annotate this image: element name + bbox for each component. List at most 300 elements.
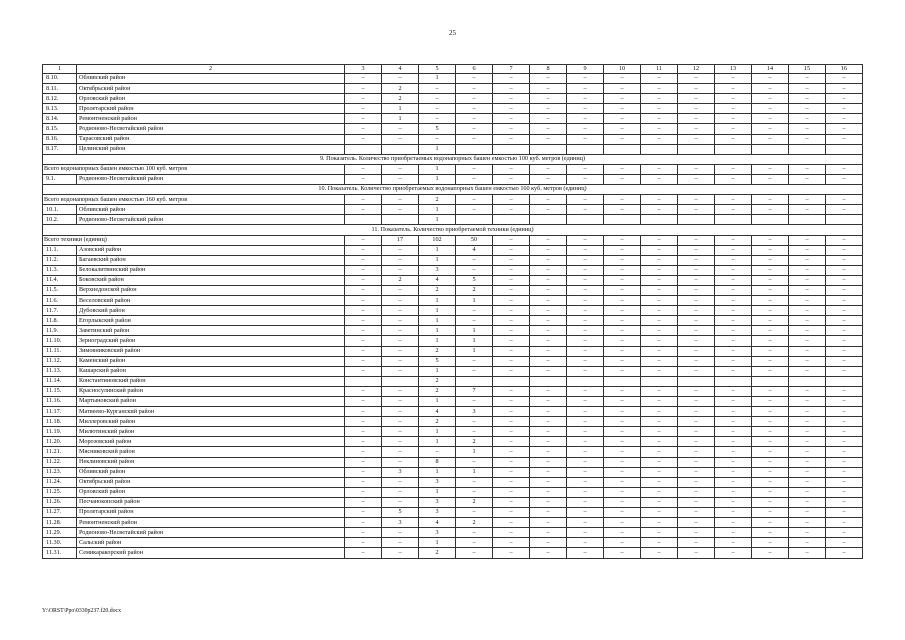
- value-cell: [493, 215, 530, 225]
- value-cell: –: [493, 467, 530, 477]
- value-cell: –: [789, 205, 826, 215]
- value-cell: –: [493, 255, 530, 265]
- value-cell: –: [678, 346, 715, 356]
- value-cell: –: [826, 427, 863, 437]
- value-cell: –: [715, 114, 752, 124]
- value-cell: –: [345, 316, 382, 326]
- value-cell: –: [789, 336, 826, 346]
- value-cell: –: [567, 245, 604, 255]
- value-cell: –: [345, 235, 382, 245]
- value-cell: –: [752, 84, 789, 94]
- value-cell: 1: [456, 336, 493, 346]
- value-cell: [345, 215, 382, 225]
- table-row: [43, 124, 863, 134]
- value-cell: –: [826, 386, 863, 396]
- value-cell: –: [678, 164, 715, 174]
- table-row: [43, 518, 863, 528]
- value-cell: –: [715, 316, 752, 326]
- value-cell: –: [419, 84, 456, 94]
- row-number: 11.8.: [43, 316, 77, 326]
- value-cell: –: [678, 518, 715, 528]
- value-cell: 17: [382, 235, 419, 245]
- value-cell: –: [345, 195, 382, 205]
- value-cell: –: [382, 417, 419, 427]
- value-cell: –: [826, 316, 863, 326]
- value-cell: –: [493, 437, 530, 447]
- value-cell: –: [678, 467, 715, 477]
- row-number: 11.11.: [43, 346, 77, 356]
- value-cell: –: [567, 94, 604, 104]
- row-number: 11.26.: [43, 497, 77, 507]
- value-cell: –: [789, 397, 826, 407]
- row-number: 11.18.: [43, 417, 77, 427]
- value-cell: –: [641, 296, 678, 306]
- value-cell: –: [715, 235, 752, 245]
- row-number: 11.17.: [43, 407, 77, 417]
- value-cell: –: [789, 255, 826, 265]
- value-cell: –: [715, 134, 752, 144]
- column-number: 16: [826, 65, 863, 74]
- value-cell: –: [678, 104, 715, 114]
- value-cell: [678, 144, 715, 154]
- value-cell: –: [567, 296, 604, 306]
- value-cell: –: [567, 477, 604, 487]
- value-cell: –: [678, 356, 715, 366]
- value-cell: –: [530, 487, 567, 497]
- district-name: Целинский район: [77, 144, 345, 154]
- value-cell: –: [789, 457, 826, 467]
- value-cell: –: [493, 397, 530, 407]
- value-cell: –: [493, 487, 530, 497]
- value-cell: –: [604, 407, 641, 417]
- value-cell: –: [567, 134, 604, 144]
- value-cell: –: [493, 508, 530, 518]
- value-cell: –: [345, 397, 382, 407]
- value-cell: –: [604, 366, 641, 376]
- value-cell: –: [826, 487, 863, 497]
- value-cell: 3: [419, 497, 456, 507]
- value-cell: 1: [419, 427, 456, 437]
- value-cell: –: [530, 316, 567, 326]
- value-cell: –: [456, 477, 493, 487]
- value-cell: –: [826, 477, 863, 487]
- value-cell: –: [789, 164, 826, 174]
- value-cell: –: [493, 538, 530, 548]
- column-number: 9: [567, 65, 604, 74]
- value-cell: –: [715, 94, 752, 104]
- row-number: 8.11.: [43, 84, 77, 94]
- value-cell: 50: [456, 235, 493, 245]
- value-cell: –: [826, 275, 863, 285]
- table-row: [43, 245, 863, 255]
- value-cell: –: [530, 457, 567, 467]
- value-cell: [678, 376, 715, 386]
- district-name: Пролетарский район: [77, 104, 345, 114]
- value-cell: –: [530, 275, 567, 285]
- value-cell: [752, 215, 789, 225]
- value-cell: –: [456, 427, 493, 437]
- value-cell: [567, 376, 604, 386]
- value-cell: –: [530, 265, 567, 275]
- column-number: 14: [752, 65, 789, 74]
- value-cell: –: [752, 397, 789, 407]
- table-row: [43, 548, 863, 558]
- value-cell: –: [530, 245, 567, 255]
- value-cell: –: [752, 316, 789, 326]
- value-cell: –: [826, 285, 863, 295]
- district-name: Ремонтненский район: [77, 518, 345, 528]
- value-cell: –: [678, 336, 715, 346]
- value-cell: –: [456, 84, 493, 94]
- district-name: Зимовниковский район: [77, 346, 345, 356]
- table-row: [43, 528, 863, 538]
- value-cell: [826, 376, 863, 386]
- table-row: [43, 427, 863, 437]
- value-cell: –: [493, 407, 530, 417]
- table-row: [43, 376, 863, 386]
- value-cell: –: [752, 285, 789, 295]
- value-cell: –: [493, 528, 530, 538]
- value-cell: –: [789, 356, 826, 366]
- value-cell: –: [641, 427, 678, 437]
- row-number: 11.19.: [43, 427, 77, 437]
- value-cell: –: [456, 124, 493, 134]
- value-cell: –: [604, 467, 641, 477]
- table-row: [43, 255, 863, 265]
- value-cell: –: [789, 538, 826, 548]
- value-cell: –: [567, 457, 604, 467]
- value-cell: 3: [419, 477, 456, 487]
- value-cell: –: [752, 235, 789, 245]
- value-cell: –: [678, 457, 715, 467]
- table-row: [43, 316, 863, 326]
- value-cell: [789, 144, 826, 154]
- value-cell: –: [789, 477, 826, 487]
- value-cell: –: [604, 255, 641, 265]
- value-cell: –: [493, 356, 530, 366]
- total-label: Всего техники (единиц): [43, 235, 345, 245]
- value-cell: –: [382, 74, 419, 84]
- value-cell: –: [752, 275, 789, 285]
- row-number: 8.13.: [43, 104, 77, 114]
- table-row: [43, 447, 863, 457]
- value-cell: –: [826, 397, 863, 407]
- value-cell: –: [678, 397, 715, 407]
- value-cell: [604, 376, 641, 386]
- value-cell: –: [382, 296, 419, 306]
- value-cell: –: [382, 538, 419, 548]
- value-cell: –: [715, 285, 752, 295]
- table-row: [43, 457, 863, 467]
- value-cell: 4: [419, 275, 456, 285]
- row-number: 8.16.: [43, 134, 77, 144]
- value-cell: –: [493, 94, 530, 104]
- district-name: Боковский район: [77, 275, 345, 285]
- value-cell: –: [604, 84, 641, 94]
- value-cell: –: [678, 548, 715, 558]
- row-number: 11.15.: [43, 386, 77, 396]
- value-cell: –: [382, 457, 419, 467]
- section-heading: 10. Показатель. Количество приобретаемых водонапорных башен емкостью 160 куб. метров (единиц): [43, 185, 863, 195]
- value-cell: –: [456, 255, 493, 265]
- value-cell: –: [419, 134, 456, 144]
- district-name: Белокалитвинский район: [77, 265, 345, 275]
- value-cell: –: [604, 437, 641, 447]
- value-cell: –: [826, 124, 863, 134]
- value-cell: 1: [382, 104, 419, 114]
- value-cell: –: [641, 255, 678, 265]
- value-cell: –: [789, 84, 826, 94]
- value-cell: –: [641, 235, 678, 245]
- value-cell: –: [567, 447, 604, 457]
- value-cell: –: [567, 114, 604, 124]
- value-cell: –: [456, 94, 493, 104]
- row-number: 11.30.: [43, 538, 77, 548]
- district-name: Родионово-Несветайский район: [77, 215, 345, 225]
- value-cell: –: [604, 487, 641, 497]
- value-cell: –: [826, 548, 863, 558]
- value-cell: –: [826, 235, 863, 245]
- value-cell: 4: [419, 518, 456, 528]
- value-cell: –: [641, 497, 678, 507]
- value-cell: –: [752, 265, 789, 275]
- value-cell: –: [345, 447, 382, 457]
- value-cell: –: [530, 346, 567, 356]
- value-cell: –: [789, 94, 826, 104]
- row-number: 11.10.: [43, 336, 77, 346]
- total-label: Всего водонапорных башен емкостью 160 куб. метров: [43, 195, 345, 205]
- value-cell: –: [530, 174, 567, 184]
- value-cell: –: [604, 124, 641, 134]
- value-cell: –: [604, 497, 641, 507]
- value-cell: –: [382, 397, 419, 407]
- value-cell: –: [530, 427, 567, 437]
- value-cell: –: [641, 487, 678, 497]
- value-cell: –: [530, 528, 567, 538]
- value-cell: –: [493, 518, 530, 528]
- value-cell: –: [826, 356, 863, 366]
- value-cell: –: [382, 386, 419, 396]
- value-cell: –: [493, 124, 530, 134]
- value-cell: –: [715, 407, 752, 417]
- value-cell: –: [567, 467, 604, 477]
- value-cell: –: [826, 265, 863, 275]
- column-number: 3: [345, 65, 382, 74]
- value-cell: –: [752, 407, 789, 417]
- value-cell: –: [641, 417, 678, 427]
- table-row: [43, 538, 863, 548]
- value-cell: –: [567, 205, 604, 215]
- value-cell: –: [715, 84, 752, 94]
- table-row: [43, 275, 863, 285]
- value-cell: –: [382, 336, 419, 346]
- value-cell: –: [641, 528, 678, 538]
- value-cell: –: [567, 164, 604, 174]
- value-cell: –: [345, 306, 382, 316]
- value-cell: –: [826, 417, 863, 427]
- value-cell: –: [789, 265, 826, 275]
- value-cell: –: [530, 417, 567, 427]
- district-name: Обливский район: [77, 467, 345, 477]
- value-cell: –: [641, 437, 678, 447]
- value-cell: 2: [419, 285, 456, 295]
- value-cell: –: [345, 356, 382, 366]
- value-cell: –: [530, 114, 567, 124]
- value-cell: –: [789, 104, 826, 114]
- value-cell: –: [752, 94, 789, 104]
- value-cell: 1: [419, 164, 456, 174]
- value-cell: –: [530, 508, 567, 518]
- value-cell: –: [419, 447, 456, 457]
- value-cell: –: [419, 104, 456, 114]
- district-name: Сальский район: [77, 538, 345, 548]
- value-cell: –: [345, 437, 382, 447]
- value-cell: –: [678, 427, 715, 437]
- value-cell: –: [678, 407, 715, 417]
- value-cell: –: [604, 195, 641, 205]
- district-name: Неклиновский район: [77, 457, 345, 467]
- row-number: 11.27.: [43, 508, 77, 518]
- value-cell: –: [382, 255, 419, 265]
- value-cell: –: [456, 205, 493, 215]
- value-cell: –: [530, 497, 567, 507]
- value-cell: [567, 215, 604, 225]
- value-cell: –: [345, 336, 382, 346]
- table-row: [43, 336, 863, 346]
- table-row: [43, 104, 863, 114]
- column-number: 15: [789, 65, 826, 74]
- value-cell: –: [604, 386, 641, 396]
- table-row: [43, 366, 863, 376]
- value-cell: –: [752, 487, 789, 497]
- value-cell: –: [345, 538, 382, 548]
- value-cell: –: [493, 497, 530, 507]
- page-number: 25: [449, 29, 456, 37]
- value-cell: –: [493, 427, 530, 437]
- district-name: Миллеровский район: [77, 417, 345, 427]
- value-cell: 5: [456, 275, 493, 285]
- value-cell: –: [826, 366, 863, 376]
- section-heading-row: [43, 185, 863, 195]
- value-cell: 102: [419, 235, 456, 245]
- value-cell: [382, 376, 419, 386]
- value-cell: –: [641, 397, 678, 407]
- value-cell: –: [678, 84, 715, 94]
- value-cell: –: [345, 427, 382, 437]
- value-cell: –: [641, 104, 678, 114]
- value-cell: –: [530, 164, 567, 174]
- value-cell: –: [567, 417, 604, 427]
- value-cell: [678, 215, 715, 225]
- value-cell: –: [530, 477, 567, 487]
- section-heading: 9. Показатель. Количество приобретаемых водонапорных башен емкостью 100 куб. метров (единиц): [43, 154, 863, 164]
- row-number: 11.20.: [43, 437, 77, 447]
- value-cell: –: [789, 296, 826, 306]
- value-cell: 1: [419, 538, 456, 548]
- value-cell: –: [567, 235, 604, 245]
- table-row: [43, 306, 863, 316]
- value-cell: –: [678, 296, 715, 306]
- value-cell: –: [715, 275, 752, 285]
- value-cell: –: [530, 84, 567, 94]
- value-cell: –: [715, 336, 752, 346]
- table-row: [43, 386, 863, 396]
- value-cell: –: [345, 487, 382, 497]
- value-cell: –: [826, 407, 863, 417]
- district-name: Пролетарский район: [77, 508, 345, 518]
- value-cell: –: [641, 366, 678, 376]
- value-cell: –: [641, 195, 678, 205]
- value-cell: [456, 144, 493, 154]
- district-name: Милютинский район: [77, 427, 345, 437]
- value-cell: 1: [456, 346, 493, 356]
- table-row: [43, 144, 863, 154]
- value-cell: –: [604, 508, 641, 518]
- value-cell: [826, 215, 863, 225]
- value-cell: –: [678, 74, 715, 84]
- value-cell: –: [789, 447, 826, 457]
- value-cell: –: [826, 174, 863, 184]
- value-cell: –: [345, 467, 382, 477]
- value-cell: –: [789, 235, 826, 245]
- district-name: Родионово-Несветайский район: [77, 124, 345, 134]
- value-cell: –: [604, 417, 641, 427]
- table-row: [43, 477, 863, 487]
- table-row: [43, 74, 863, 84]
- row-number: 11.1.: [43, 245, 77, 255]
- value-cell: 2: [382, 84, 419, 94]
- value-cell: –: [567, 407, 604, 417]
- table-row: [43, 326, 863, 336]
- value-cell: –: [826, 508, 863, 518]
- value-cell: –: [567, 366, 604, 376]
- value-cell: –: [641, 548, 678, 558]
- value-cell: –: [789, 487, 826, 497]
- value-cell: –: [345, 104, 382, 114]
- value-cell: –: [752, 124, 789, 134]
- value-cell: –: [382, 477, 419, 487]
- value-cell: –: [678, 497, 715, 507]
- value-cell: –: [752, 467, 789, 477]
- table-row: [43, 467, 863, 477]
- row-number: 10.1.: [43, 205, 77, 215]
- value-cell: –: [604, 457, 641, 467]
- value-cell: –: [752, 346, 789, 356]
- table-row: [43, 265, 863, 275]
- value-cell: –: [493, 84, 530, 94]
- value-cell: –: [530, 326, 567, 336]
- value-cell: –: [604, 104, 641, 114]
- value-cell: –: [752, 447, 789, 457]
- value-cell: 5: [419, 356, 456, 366]
- value-cell: –: [530, 94, 567, 104]
- value-cell: –: [826, 326, 863, 336]
- value-cell: –: [715, 346, 752, 356]
- value-cell: –: [493, 174, 530, 184]
- value-cell: 3: [382, 467, 419, 477]
- value-cell: –: [345, 407, 382, 417]
- value-cell: –: [604, 538, 641, 548]
- value-cell: –: [493, 346, 530, 356]
- value-cell: –: [382, 346, 419, 356]
- district-name: Мартыновский район: [77, 397, 345, 407]
- district-name: Морозовский район: [77, 437, 345, 447]
- value-cell: –: [493, 336, 530, 346]
- value-cell: –: [826, 134, 863, 144]
- value-cell: [789, 215, 826, 225]
- value-cell: –: [789, 497, 826, 507]
- row-number: 11.24.: [43, 477, 77, 487]
